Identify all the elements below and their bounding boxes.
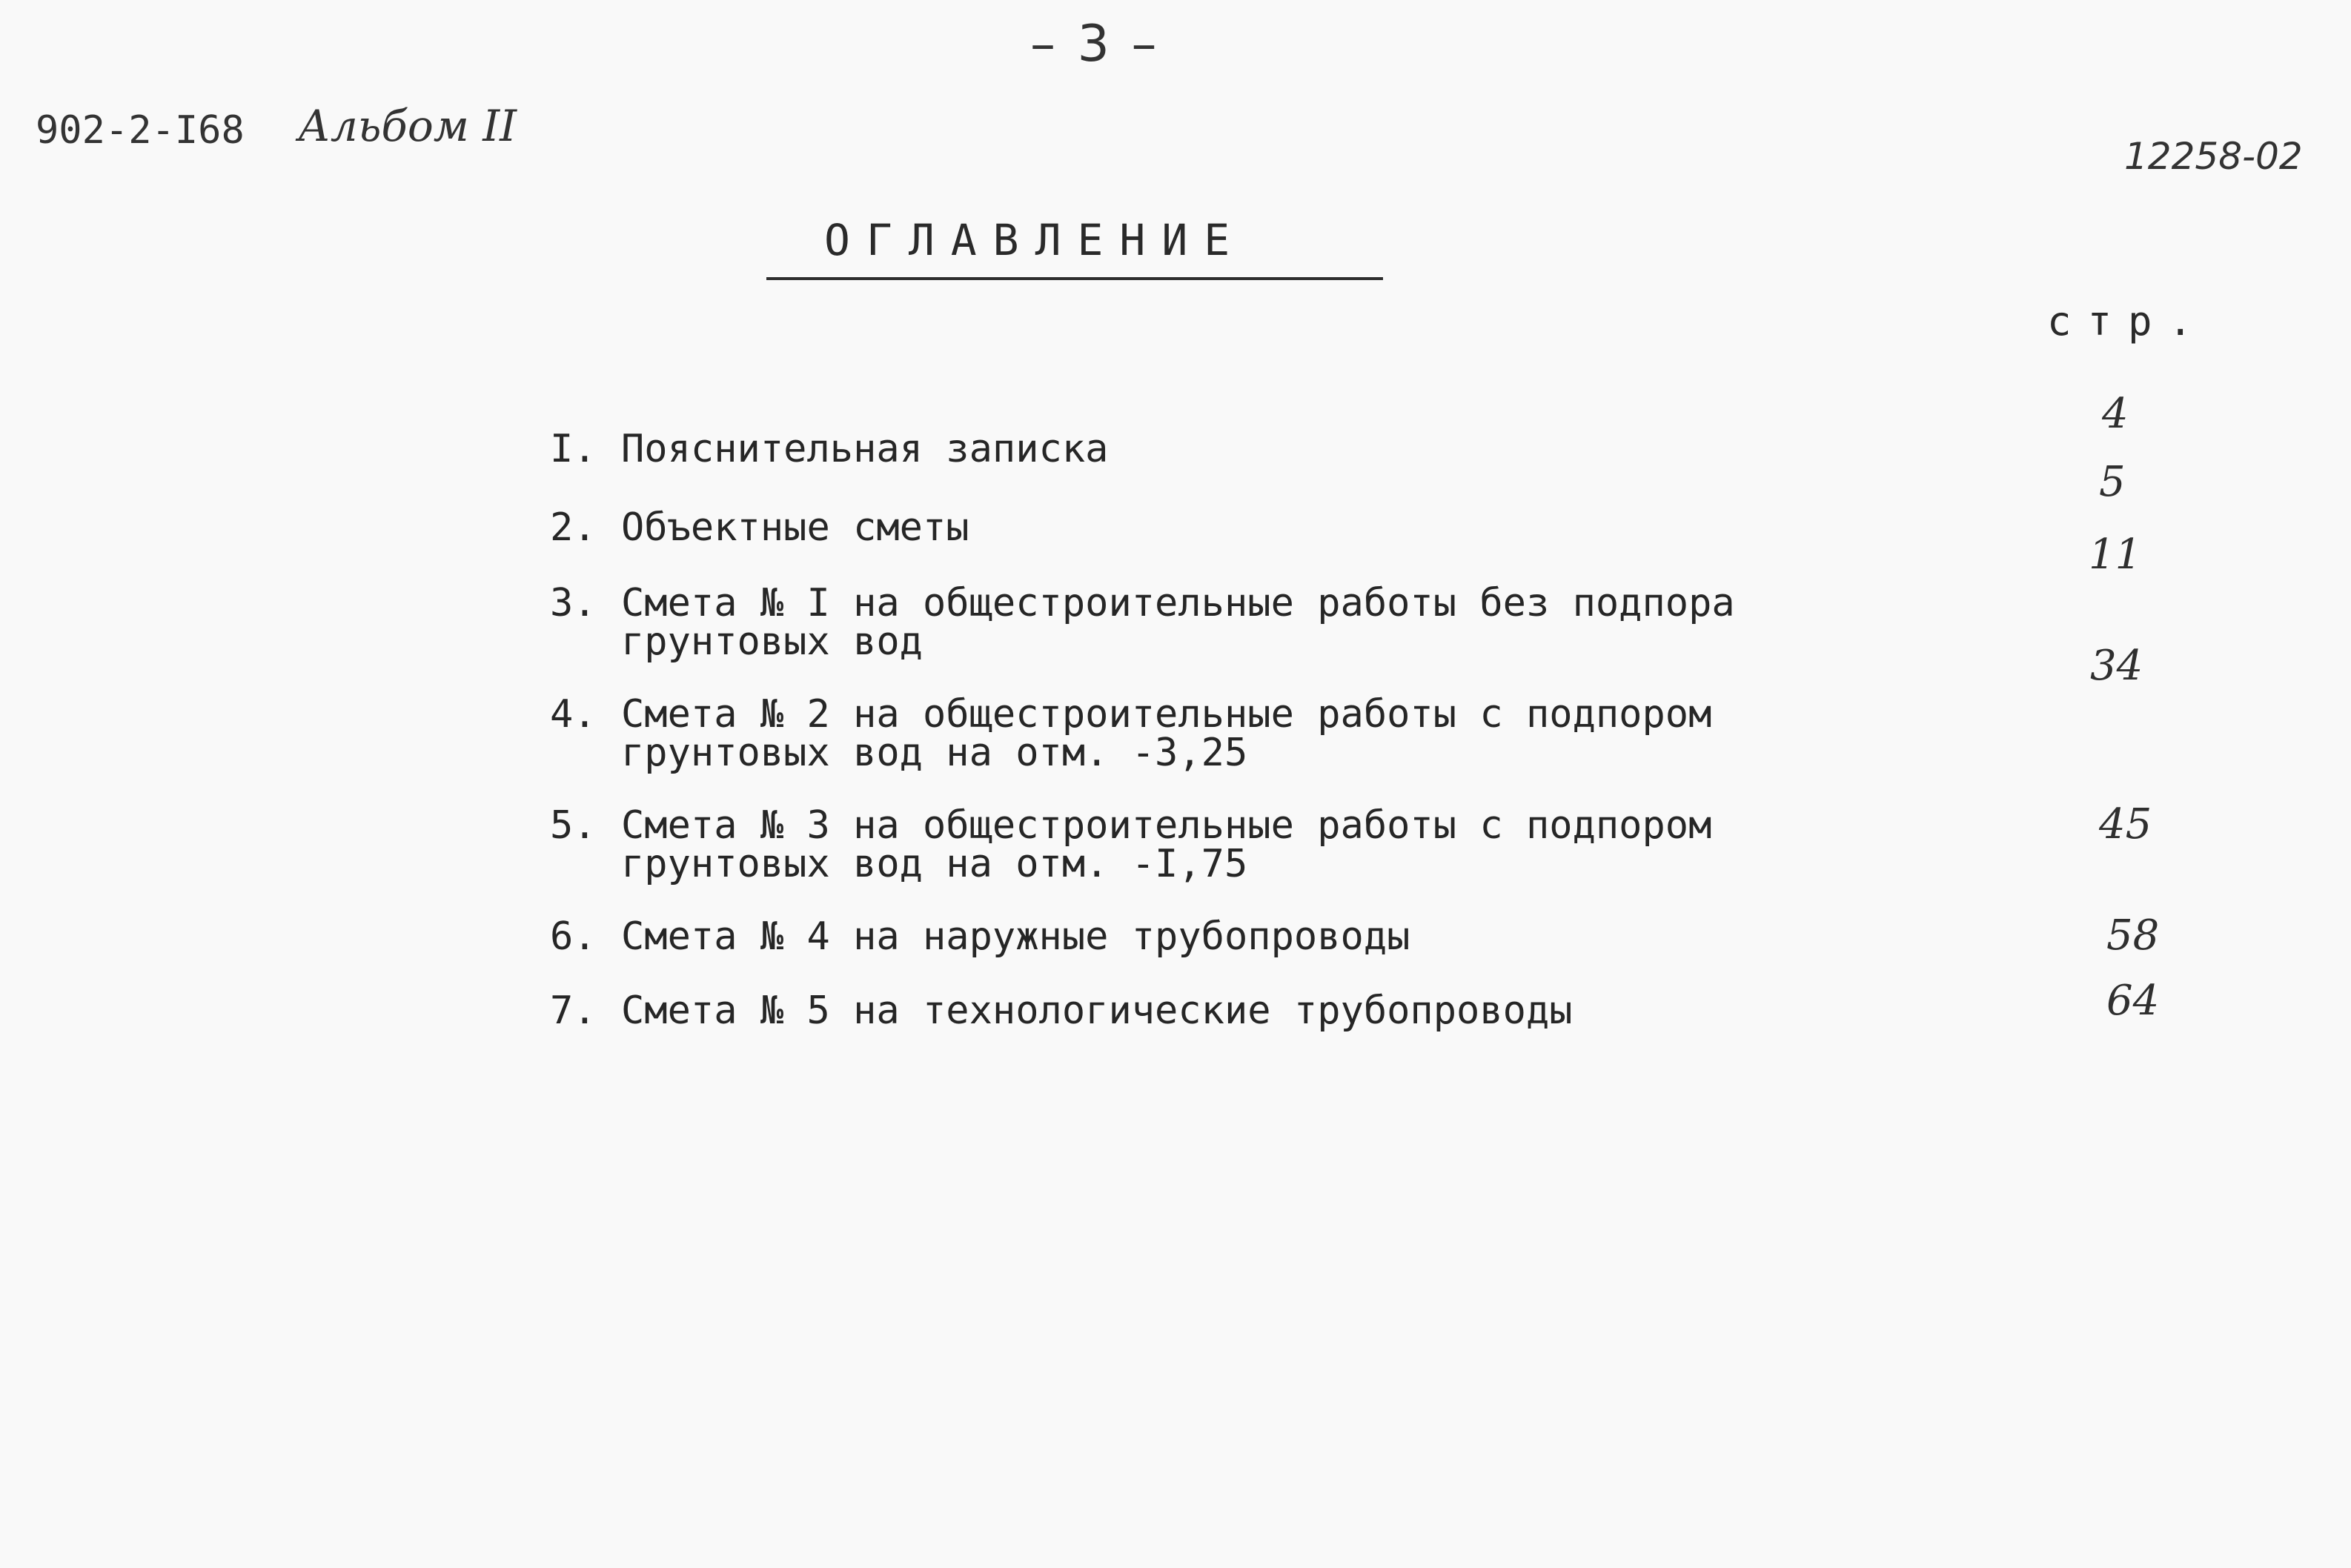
toc-item xyxy=(550,505,969,550)
toc-page-number: 5 xyxy=(2099,458,2126,506)
toc-item xyxy=(550,803,1712,886)
title-underline xyxy=(766,277,1383,280)
document-code: 902-2-I68 xyxy=(36,108,245,153)
toc-item-text: Смета № 4 на наружные трубопроводы xyxy=(621,914,1410,959)
toc-page-number: 34 xyxy=(2090,642,2143,690)
album-label: Альбом II xyxy=(298,101,517,151)
toc-page-number: 45 xyxy=(2099,800,2152,848)
toc-item-number: 2. xyxy=(550,505,597,550)
toc-item-text: Смета № I на общестроительные работы без подпора xyxy=(621,581,1735,625)
toc-title: ОГЛАВЛЕНИЕ xyxy=(824,215,1247,265)
toc-page-number: 58 xyxy=(2106,911,2160,960)
page-column-header: стр. xyxy=(2047,298,2209,345)
toc-item-continuation: грунтовых вод на отм. -3,25 xyxy=(621,731,1248,775)
toc-item xyxy=(550,692,1712,775)
toc-item-text: Смета № 5 на технологические трубопроводы xyxy=(621,989,1573,1033)
toc-item-number: 6. xyxy=(550,914,597,959)
toc-item-number: I. xyxy=(550,427,597,471)
toc-item xyxy=(550,914,1410,959)
toc-page-number: 64 xyxy=(2106,977,2160,1025)
toc-item-text: Объектные сметы xyxy=(621,505,969,550)
toc-item-number: 4. xyxy=(550,692,597,737)
toc-item-continuation: грунтовых вод xyxy=(621,619,923,664)
toc-item-text: Пояснительная записка xyxy=(621,427,1109,471)
toc-item-number: 5. xyxy=(550,803,597,848)
page-number: – 3 – xyxy=(1030,15,1160,73)
toc-item xyxy=(550,989,1573,1033)
toc-item xyxy=(550,581,1735,664)
toc-item-continuation: грунтовых вод на отм. -I,75 xyxy=(621,842,1248,886)
toc-item xyxy=(550,427,1109,471)
inventory-number: 12258-02 xyxy=(2124,135,2303,178)
toc-item-text: Смета № 3 на общестроительные работы с подпором xyxy=(621,803,1712,848)
toc-item-number: 7. xyxy=(550,989,597,1033)
toc-page-number: 11 xyxy=(2089,531,2142,579)
toc-item-number: 3. xyxy=(550,581,597,625)
toc-item-text: Смета № 2 на общестроительные работы с подпором xyxy=(621,692,1712,737)
toc-page-number: 4 xyxy=(2102,390,2129,438)
